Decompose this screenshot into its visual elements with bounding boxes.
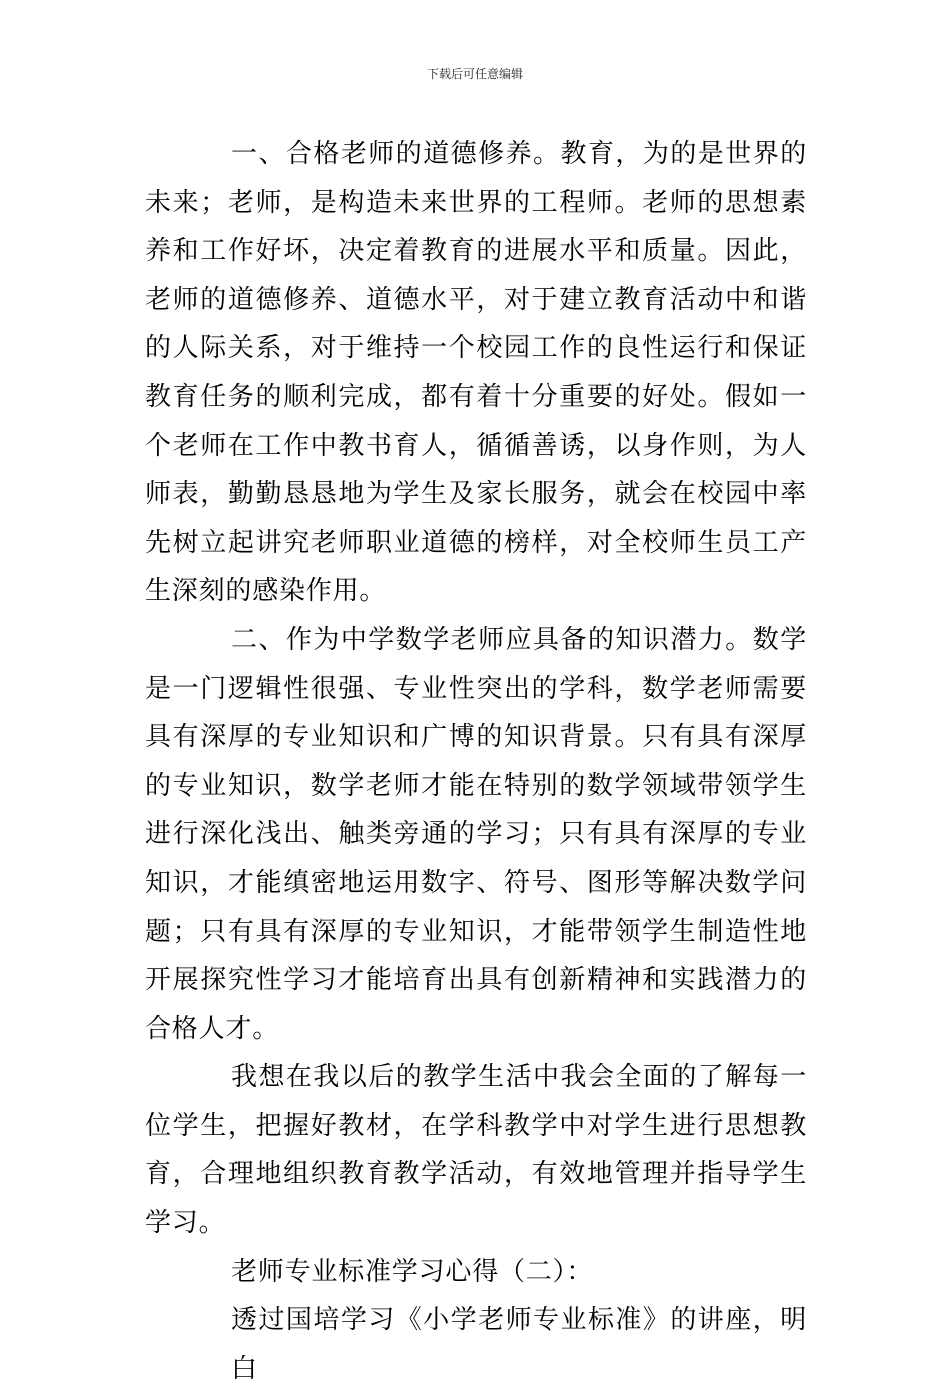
document-body [145, 130, 807, 1393]
section-title: 老师专业标准学习心得（二）： [231, 1256, 594, 1287]
paragraph-future-teaching: 我想在我以后的教学生活中我会全面的了解每一位学生，把握好教材，在学科教学中对学生进行思想教育，合理地组织教育教学活动，有效地管理并指导学生学习。 [145, 1062, 807, 1239]
page-header-note: 下载后可任意编辑 [426, 67, 523, 81]
paragraph-closing-line: 透过国培学习《小学老师专业标准》的讲座，明白 [231, 1305, 807, 1384]
paragraph-math-teacher-knowledge: 二、作为中学数学老师应具备的知识潜力。数学是一门逻辑性很强、专业性突出的学科，数学老师需要具有深厚的专业知识和广博的知识背景。只有具有深厚的专业知识，数学老师才能在特别的数学领域带领学生进行深化浅出、触类旁通的学习；只有具有深厚的专业知识，才能缜密地运用数字、符号、图形等解决数学问题；只有具有深厚的专业知识，才能带领学生制造性地开展探究性学习才能培育出具有创新精神和实践潜力的合格人才。 [145, 624, 807, 1044]
paragraph-teacher-morality: 一、合格老师的道德修养。教育，为的是世界的未来；老师，是构造未来世界的工程师。老师的思想素养和工作好坏，决定着教育的进展水平和质量。因此，老师的道德修养、道德水平，对于建立教育活动中和谐的人际关系，对于维持一个校园工作的良性运行和保证教育任务的顺利完成，都有着十分重要的好处。假如一个老师在工作中教书育人，循循善诱，以身作则，为人师表，勤勤恳恳地为学生及家长服务，就会在校园中率先树立起讲究老师职业道德的榜样，对全校师生员工产生深刻的感染作用。 [145, 139, 807, 607]
